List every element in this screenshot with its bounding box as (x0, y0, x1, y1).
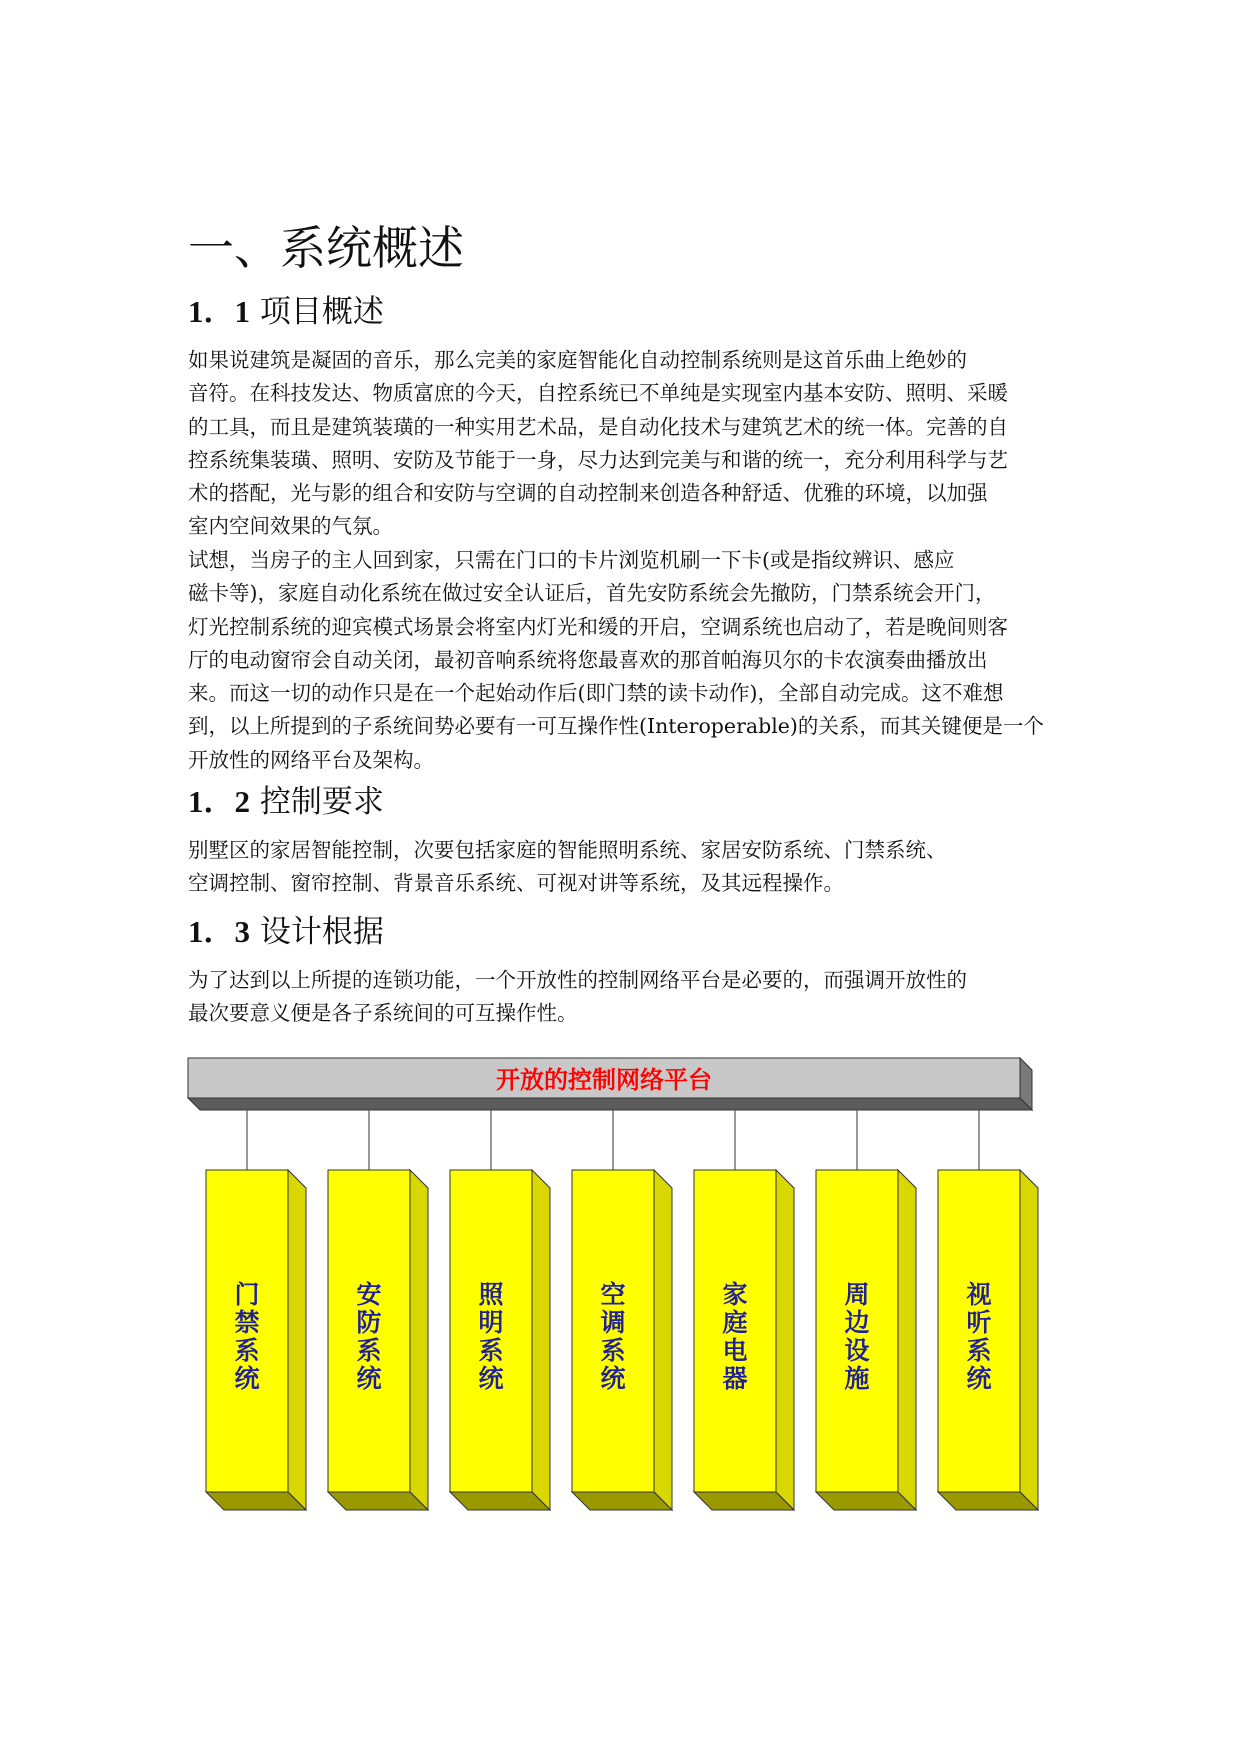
subsystem-label-char: 系 (966, 1336, 992, 1365)
subsystem-label-char: 家 (722, 1280, 748, 1309)
subsystem-label-char: 庭 (722, 1308, 748, 1337)
section-title: 设计根据 (259, 914, 384, 950)
section-heading-1-3 (188, 912, 384, 952)
section-number: 1．3 (188, 914, 250, 949)
section-title: 控制要求 (259, 784, 384, 820)
subsystem-label-char: 统 (966, 1364, 992, 1393)
subsystem-label-char: 电 (722, 1336, 748, 1365)
text-line: 磁卡等)，家庭自动化系统在做过安全认证后，首先安防系统会先撤防，门禁系统会开门， (188, 581, 996, 606)
column-bottom (938, 1492, 1038, 1510)
text-line: 术的搭配，光与影的组合和安防与空调的自动控制来创造各种舒适、优雅的环境，以加强 (188, 481, 988, 506)
subsystem-columns (206, 1110, 1038, 1510)
text-line: 控系统集装璜、照明、安防及节能于一身，尽力达到完美与和谐的统一，充分利用科学与艺 (188, 447, 1008, 472)
subsystem-column (206, 1110, 306, 1510)
paragraph-1-2 (188, 834, 1068, 901)
subsystem-label-char: 边 (844, 1308, 870, 1337)
document-title: 一、系统概述 (188, 221, 464, 275)
subsystem-label-char: 听 (966, 1308, 992, 1337)
text-line: 音符。在科技发达、物质富庶的今天，自控系统已不单纯是实现室内基本安防、照明、采暖 (188, 381, 1008, 406)
text-line: 的工具，而且是建筑装璜的一种实用艺术品，是自动化技术与建筑艺术的统一体。完善的自 (188, 414, 1008, 439)
subsystem-label-char: 设 (844, 1336, 870, 1365)
text-line: 来。而这一切的动作只是在一个起始动作后(即门禁的读卡动作)，全部自动完成。这不难想 (188, 681, 1004, 706)
column-side (654, 1170, 672, 1510)
section-heading-1-2 (188, 782, 384, 822)
subsystem-column (816, 1110, 916, 1510)
text-line: 最次要意义便是各子系统间的可互操作性。 (188, 1001, 578, 1026)
text-line: 空调控制、窗帘控制、背景音乐系统、可视对讲等系统，及其远程操作。 (188, 871, 844, 896)
subsystem-label-char: 系 (356, 1336, 382, 1365)
paragraph-1-1-b (188, 544, 1068, 777)
subsystem-label (478, 1280, 504, 1393)
subsystem-label (844, 1280, 869, 1393)
section-heading-1-1 (188, 292, 384, 332)
subsystem-label-char: 安 (356, 1280, 382, 1309)
column-bottom (328, 1492, 428, 1510)
column-side (776, 1170, 794, 1510)
subsystem-label-char: 系 (234, 1336, 260, 1365)
text-line: 灯光控制系统的迎宾模式场景会将室内灯光和缓的开启，空调系统也启动了，若是晚间则客 (188, 614, 1008, 639)
column-side (532, 1170, 550, 1510)
subsystem-label-char: 视 (966, 1280, 992, 1309)
subsystem-label-char: 照 (478, 1280, 504, 1309)
subsystem-label-char: 器 (722, 1364, 748, 1393)
subsystem-label-char: 施 (844, 1364, 870, 1393)
subsystem-column (328, 1110, 428, 1510)
subsystem-column (450, 1110, 550, 1510)
text-line: 开放性的网络平台及架构。 (188, 747, 434, 772)
column-side (1020, 1170, 1038, 1510)
subsystem-label-char: 空 (600, 1280, 626, 1309)
platform-label: 开放的控制网络平台 (496, 1066, 712, 1094)
subsystem-column (938, 1110, 1038, 1510)
subsystem-label-char: 调 (600, 1308, 626, 1337)
column-bottom (206, 1492, 306, 1510)
subsystem-label-char: 系 (478, 1336, 504, 1365)
subsystem-label-char: 禁 (234, 1308, 260, 1337)
subsystem-label-char: 统 (234, 1364, 260, 1393)
network-platform-diagram (180, 1050, 1060, 1550)
section-number: 1．1 (188, 294, 250, 329)
text-line: 室内空间效果的气氛。 (188, 514, 393, 539)
column-side (410, 1170, 428, 1510)
subsystem-label (234, 1280, 259, 1393)
section-title: 项目概述 (259, 294, 384, 330)
column-bottom (816, 1492, 916, 1510)
text-line: 别墅区的家居智能控制，次要包括家庭的智能照明系统、家居安防系统、门禁系统、 (188, 838, 947, 862)
paragraph-1-3 (188, 964, 1068, 1031)
text-line: 为了达到以上所提的连锁功能，一个开放性的控制网络平台是必要的，而强调开放性的 (188, 968, 967, 992)
subsystem-label-char: 防 (356, 1308, 382, 1337)
subsystem-label (722, 1280, 747, 1393)
subsystem-label-char: 明 (478, 1308, 504, 1337)
subsystem-label-char: 系 (600, 1336, 626, 1365)
column-side (898, 1170, 916, 1510)
column-side (288, 1170, 306, 1510)
text-line: 到，以上所提到的子系统间势必要有一可互操作性(Interoperable)的关系，而其关键便是一个 (188, 714, 1044, 739)
column-bottom (572, 1492, 672, 1510)
subsystem-label-char: 门 (234, 1280, 260, 1309)
text-line: 试想，当房子的主人回到家，只需在门口的卡片浏览机刷一下卡(或是指纹辨识、感应 (188, 548, 955, 572)
subsystem-label-char: 统 (356, 1364, 382, 1393)
subsystem-column (572, 1110, 672, 1510)
column-bottom (450, 1492, 550, 1510)
subsystem-label-char: 统 (600, 1364, 626, 1393)
subsystem-label (965, 1280, 991, 1393)
subsystem-label-char: 周 (844, 1280, 870, 1309)
paragraph-1-1-a (188, 344, 1068, 544)
text-line: 如果说建筑是凝固的音乐，那么完美的家庭智能化自动控制系统则是这首乐曲上绝妙的 (188, 348, 967, 372)
section-number: 1．2 (188, 784, 250, 819)
column-bottom (694, 1492, 794, 1510)
subsystem-label (356, 1280, 381, 1393)
text-line: 厅的电动窗帘会自动关闭，最初音响系统将您最喜欢的那首帕海贝尔的卡农演奏曲播放出 (188, 647, 988, 672)
subsystem-column (694, 1110, 794, 1510)
subsystem-label-char: 统 (478, 1364, 504, 1393)
platform-bar-bottom (188, 1098, 1032, 1110)
subsystem-label (600, 1280, 625, 1393)
